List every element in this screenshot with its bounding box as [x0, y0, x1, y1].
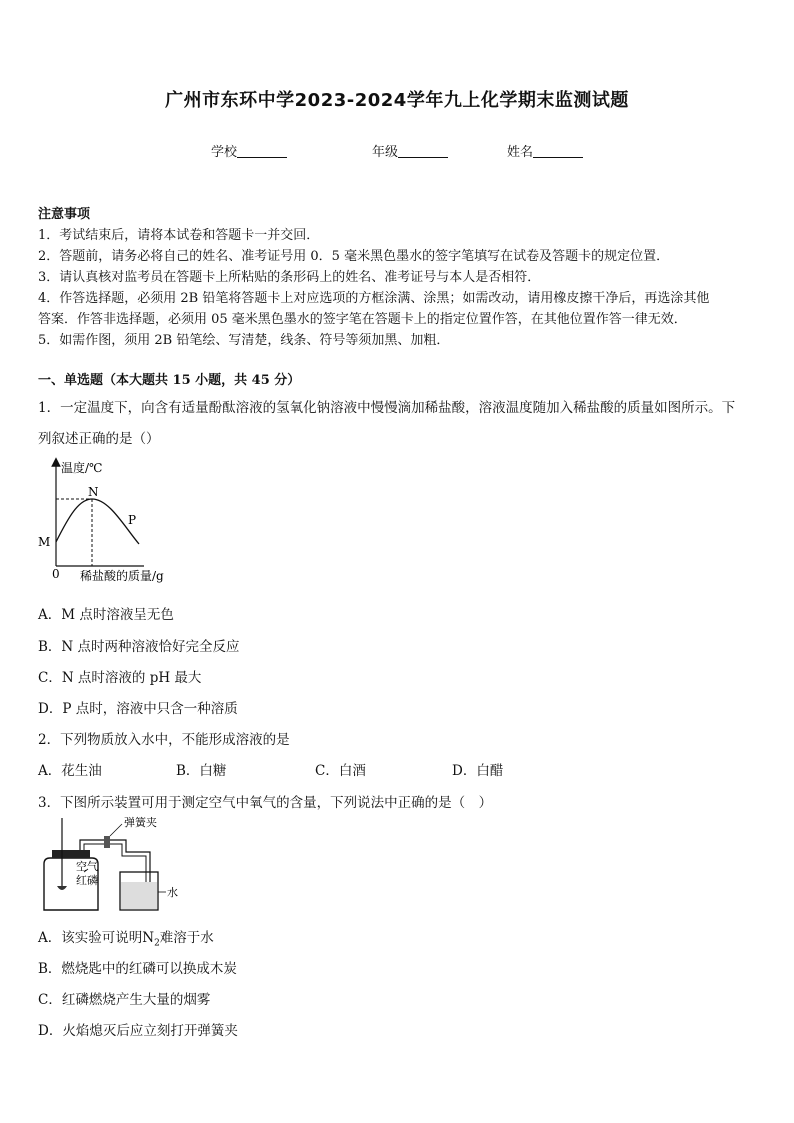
q3-option-a	[38, 926, 214, 949]
q2-option-d: D．白醋	[452, 763, 504, 779]
q3-air-label: 空气	[76, 860, 98, 873]
grade-label: 年级	[372, 145, 399, 160]
notice-item: 答案．作答非选择题，必须用 05 毫米黑色墨水的签字笔在答题卡上的指定位置作答，在其他位置作答一律无效．	[38, 312, 687, 327]
notice-heading: 注意事项	[38, 207, 91, 222]
q1-stem-line2: 列叙述正确的是（）	[38, 431, 160, 447]
q3-option-b: B．燃烧匙中的红磷可以换成木炭	[38, 961, 237, 977]
grade-blank	[398, 145, 448, 158]
section-heading: 一、单选题（本大题共 15 小题，共 45 分）	[38, 373, 301, 388]
notice-item: 4．作答选择题，必须用 2B 铅笔将答题卡上对应选项的方框涂满、涂黑；如需改动，请用橡皮擦干净后，再选涂其他	[38, 291, 710, 306]
q1-stem-line1: 1．一定温度下，向含有适量酚酞溶液的氢氧化钠溶液中慢慢滴加稀盐酸，溶液温度随加入稀盐酸的质量如图所示。下	[38, 400, 736, 416]
q3-option-a-n: N	[142, 930, 155, 946]
notice-item: 1．考试结束后，请将本试卷和答题卡一并交回．	[38, 228, 320, 243]
grade-field	[372, 141, 448, 160]
q3-option-d: D．火焰熄灭后应立刻打开弹簧夹	[38, 1023, 238, 1039]
q3-clamp-label: 弹簧夹	[124, 816, 157, 829]
q1-option-d: D．P 点时，溶液中只含一种溶质	[38, 701, 238, 717]
q1-y-label: 温度/℃	[61, 461, 103, 475]
q3-option-a-sub: 2	[154, 938, 160, 949]
q3-stem: 3．下图所示装置可用于测定空气中氧气的含量，下列说法中正确的是（ ）	[38, 795, 493, 811]
q3-option-a-pre: A．该实验可说明	[38, 930, 143, 946]
q3-water-label: 水	[167, 886, 178, 899]
q3-water	[121, 882, 157, 909]
q1-option-b: B．N 点时两种溶液恰好完全反应	[38, 639, 240, 655]
name-field	[507, 141, 583, 160]
q1-point-p: P	[128, 513, 137, 527]
q2-option-a: A．花生油	[38, 763, 102, 779]
school-blank	[237, 145, 287, 158]
q1-point-m: M	[38, 535, 51, 549]
q1-option-c: C．N 点时溶液的 pH 最大	[38, 670, 202, 686]
q3-clamp-leader	[110, 824, 122, 836]
q3-phosphorus-label: 红磷	[76, 874, 98, 887]
q1-temperature-curve	[56, 499, 139, 544]
notice-item: 5．如需作图，须用 2B 铅笔绘、写清楚，线条、符号等须加黑、加粗．	[38, 333, 450, 348]
q1-point-n: N	[88, 485, 99, 499]
notice-item: 3．请认真核对监考员在答题卡上所粘贴的条形码上的姓名、准考证号与本人是否相符．	[38, 270, 541, 285]
school-field	[211, 141, 287, 160]
q1-option-a: A．M 点时溶液呈无色	[38, 607, 174, 623]
q1-origin: 0	[52, 567, 60, 581]
q1-x-label: 稀盐酸的质量/g	[80, 569, 164, 583]
q2-option-c: C．白酒	[315, 763, 366, 779]
q3-spoon	[57, 886, 67, 890]
q3-clamp	[104, 836, 110, 848]
q3-option-a-post: 难溶于水	[159, 930, 214, 946]
q3-apparatus-figure	[36, 814, 186, 916]
name-blank	[533, 145, 583, 158]
q2-option-b: B．白糖	[176, 763, 227, 779]
name-label: 姓名	[507, 145, 534, 160]
q3-stopper	[52, 850, 90, 858]
q2-stem: 2．下列物质放入水中，不能形成溶液的是	[38, 732, 290, 748]
school-label: 学校	[211, 145, 238, 160]
page-title: 广州市东环中学2023-2024学年九上化学期末监测试题	[165, 90, 629, 111]
q1-temperature-graph	[34, 456, 194, 586]
q3-option-c: C．红磷燃烧产生大量的烟雾	[38, 992, 211, 1008]
notice-item: 2．答题前，请务必将自己的姓名、准考证号用 0．5 毫米黑色墨水的签字笔填写在试卷及答题卡的规定位置．	[38, 249, 670, 264]
